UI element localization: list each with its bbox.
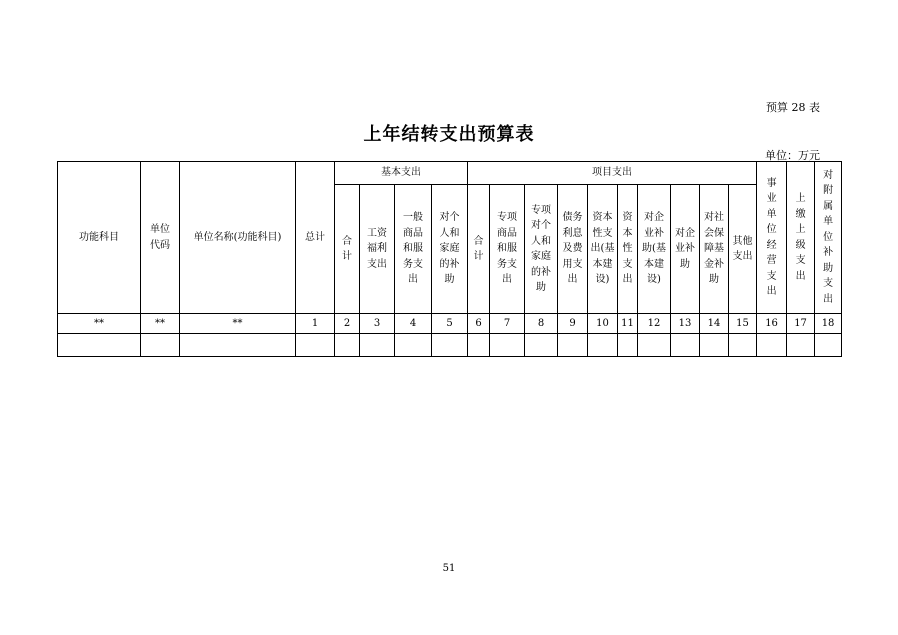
empty-cell <box>815 334 842 357</box>
header-project-col: 资本 性支 出(基 本建 设) <box>588 185 618 314</box>
header-total: 总计 <box>296 162 335 314</box>
numbering-cell: 4 <box>395 314 432 334</box>
numbering-cell: 12 <box>638 314 671 334</box>
header-project-col: 对社 会保 障基 金补 助 <box>700 185 729 314</box>
header-func-subject: 功能科目 <box>58 162 141 314</box>
empty-cell <box>700 334 729 357</box>
empty-cell <box>558 334 588 357</box>
header-business-expenditure: 事 业 单 位 经 营 支 出 <box>757 162 787 314</box>
empty-cell <box>141 334 180 357</box>
numbering-cell: 1 <box>296 314 335 334</box>
header-basic-col: 合 计 <box>335 185 360 314</box>
numbering-cell: 2 <box>335 314 360 334</box>
budget-table <box>57 161 842 357</box>
header-group-project: 项目支出 <box>468 162 757 185</box>
header-project-col: 专项 对个 人和 家庭 的补 助 <box>525 185 558 314</box>
header-project-col: 其他 支出 <box>729 185 757 314</box>
empty-cell <box>638 334 671 357</box>
numbering-cell: ** <box>180 314 296 334</box>
numbering-cell: 15 <box>729 314 757 334</box>
page-title: 上年结转支出预算表 <box>363 124 535 145</box>
numbering-cell: 8 <box>525 314 558 334</box>
empty-data-row <box>58 334 842 357</box>
empty-cell <box>787 334 815 357</box>
empty-cell <box>588 334 618 357</box>
numbering-row <box>58 314 842 334</box>
numbering-cell: 9 <box>558 314 588 334</box>
header-basic-col: 工资 福利 支出 <box>360 185 395 314</box>
header-upper-level: 上 缴 上 级 支 出 <box>787 162 815 314</box>
header-group-basic: 基本支出 <box>335 162 468 185</box>
numbering-cell: 6 <box>468 314 490 334</box>
header-affiliate-subsidy: 对 附 属 单 位 补 助 支 出 <box>815 162 842 314</box>
header-basic-col: 对个 人和 家庭 的补 助 <box>432 185 468 314</box>
empty-cell <box>296 334 335 357</box>
header-project-col: 对企 业补 助 <box>671 185 700 314</box>
numbering-cell: 11 <box>618 314 638 334</box>
numbering-cell: 5 <box>432 314 468 334</box>
empty-cell <box>180 334 296 357</box>
empty-cell <box>58 334 141 357</box>
empty-cell <box>335 334 360 357</box>
numbering-cell: 17 <box>787 314 815 334</box>
empty-cell <box>468 334 490 357</box>
numbering-cell: 18 <box>815 314 842 334</box>
page-number: 51 <box>442 563 456 574</box>
header-project-col: 合 计 <box>468 185 490 314</box>
empty-cell <box>671 334 700 357</box>
empty-cell <box>395 334 432 357</box>
empty-cell <box>490 334 525 357</box>
numbering-cell: ** <box>58 314 141 334</box>
numbering-cell: 7 <box>490 314 525 334</box>
header-project-col: 对企 业补 助(基 本建 设) <box>638 185 671 314</box>
numbering-cell: 10 <box>588 314 618 334</box>
header-project-col: 专项 商品 和服 务支 出 <box>490 185 525 314</box>
numbering-cell: ** <box>141 314 180 334</box>
numbering-cell: 13 <box>671 314 700 334</box>
empty-cell <box>525 334 558 357</box>
header-unit-name: 单位名称(功能科目) <box>180 162 296 314</box>
numbering-cell: 3 <box>360 314 395 334</box>
header-project-col: 资 本 性 支 出 <box>618 185 638 314</box>
header-basic-col: 一般 商品 和服 务支 出 <box>395 185 432 314</box>
empty-cell <box>618 334 638 357</box>
numbering-cell: 16 <box>757 314 787 334</box>
form-number: 预算 28 表 <box>766 101 820 114</box>
header-unit-code: 单位 代码 <box>141 162 180 314</box>
numbering-cell: 14 <box>700 314 729 334</box>
empty-cell <box>757 334 787 357</box>
header-project-col: 债务 利息 及费 用支 出 <box>558 185 588 314</box>
empty-cell <box>729 334 757 357</box>
empty-cell <box>360 334 395 357</box>
empty-cell <box>432 334 468 357</box>
unit-label: 单位：万元 <box>765 149 820 162</box>
